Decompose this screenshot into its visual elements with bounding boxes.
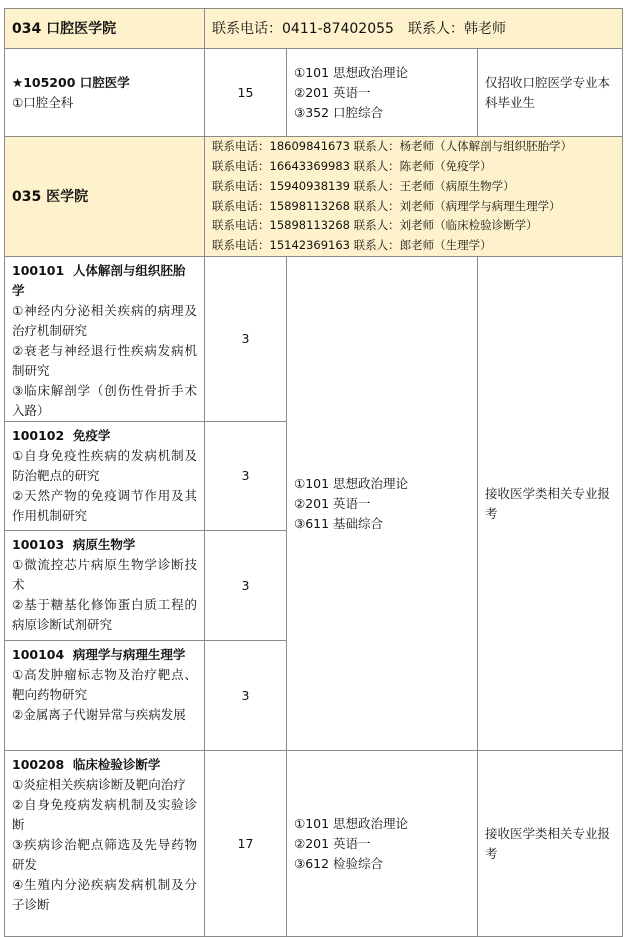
direction: ①口腔全科 [12, 94, 74, 110]
exam-subject: ③611 基础综合 [294, 515, 384, 531]
exam-subject: ③612 检验综合 [294, 855, 384, 871]
direction: ①自身免疫性疾病的发病机制及防治靶点的研究 [12, 448, 197, 483]
contact-line: 联系电话：15898113268 联系人：刘老师（临床检验诊断学） [212, 218, 538, 233]
exam-subjects [287, 49, 478, 137]
exam-subject: ②201 英语一 [294, 495, 371, 511]
contact-line: 联系电话：15142369163 联系人：郎老师（生理学） [212, 238, 492, 253]
major-title: 病原生物学 [72, 537, 136, 552]
direction: ④生殖内分泌疾病发病机制及分子诊断 [12, 877, 197, 912]
direction: ①神经内分泌相关疾病的病理及治疗机制研究 [12, 303, 197, 338]
table-row [5, 49, 623, 137]
note: 接收医学类相关专业报考 [478, 257, 623, 751]
college-035-header [5, 137, 623, 257]
quota: 3 [205, 641, 287, 751]
contact-line: 联系电话：15898113268 联系人：刘老师（病理学与病理生理学） [212, 198, 561, 213]
college-contacts [205, 137, 623, 257]
quota: 17 [205, 751, 287, 937]
note: 仅招收口腔医学专业本科毕业生 [478, 49, 623, 137]
major-cell [5, 257, 205, 422]
direction: ②自身免疫病发病机制及实验诊断 [12, 797, 197, 832]
contact-line: 联系电话：15940938139 联系人：王老师（病原生物学） [212, 178, 515, 193]
exam-subjects [287, 751, 478, 937]
college-name: 035 医学院 [5, 137, 205, 257]
direction: ③临床解剖学（创伤性骨折手术入路） [12, 383, 197, 418]
major-code: 100104 [12, 647, 65, 662]
quota: 3 [205, 531, 287, 641]
exam-subject: ①101 思想政治理论 [294, 64, 409, 80]
major-code: 100101 [12, 263, 65, 278]
direction: ②金属离子代谢异常与疾病发展 [12, 707, 186, 722]
major-code: 100208 [12, 757, 65, 772]
note: 接收医学类相关专业报考 [478, 751, 623, 937]
major-title: ★105200 口腔医学 [12, 74, 130, 90]
major-code: 100102 [12, 428, 65, 443]
table-row [5, 751, 623, 937]
direction: ①微流控芯片病原生物学诊断技术 [12, 557, 197, 592]
contact-line: 联系电话：16643369983 联系人：陈老师（免疫学） [212, 158, 492, 173]
admissions-table [4, 8, 623, 937]
major-title: 临床检验诊断学 [72, 757, 161, 772]
exam-subject: ②201 英语一 [294, 84, 371, 100]
direction: ②天然产物的免疫调节作用及其作用机制研究 [12, 488, 197, 523]
major-cell [5, 422, 205, 531]
direction: ①高发肿瘤标志物及治疗靶点、靶向药物研究 [12, 667, 197, 702]
college-contact: 联系电话：0411-87402055 联系人：韩老师 [205, 9, 623, 49]
major-cell [5, 531, 205, 641]
exam-subject: ①101 思想政治理论 [294, 815, 409, 831]
exam-subject: ①101 思想政治理论 [294, 475, 409, 491]
college-name: 034 口腔医学院 [5, 9, 205, 49]
college-034-header [5, 9, 623, 49]
direction: ②衰老与神经退行性疾病发病机制研究 [12, 343, 197, 378]
direction: ②基于糖基化修饰蛋白质工程的病原诊断试剂研究 [12, 597, 197, 632]
direction: ①炎症相关疾病诊断及靶向治疗 [12, 777, 186, 792]
exam-subject: ②201 英语一 [294, 835, 371, 851]
major-title: 病理学与病理生理学 [72, 647, 186, 662]
exam-subject: ③352 口腔综合 [294, 104, 384, 120]
quota: 15 [205, 49, 287, 137]
direction: ③疾病诊治靶点筛选及先导药物研发 [12, 837, 197, 872]
major-code: 100103 [12, 537, 65, 552]
contact-line: 联系电话：18609841673 联系人：杨老师（人体解剖与组织胚胎学） [212, 139, 573, 154]
major-cell [5, 641, 205, 751]
major-title: 人体解剖与组织胚胎学 [12, 263, 186, 298]
quota: 3 [205, 257, 287, 422]
quota: 3 [205, 422, 287, 531]
major-cell [5, 751, 205, 937]
major-title: 免疫学 [72, 428, 111, 443]
exam-subjects [287, 257, 478, 751]
major-cell [5, 49, 205, 137]
table-row [5, 257, 623, 422]
